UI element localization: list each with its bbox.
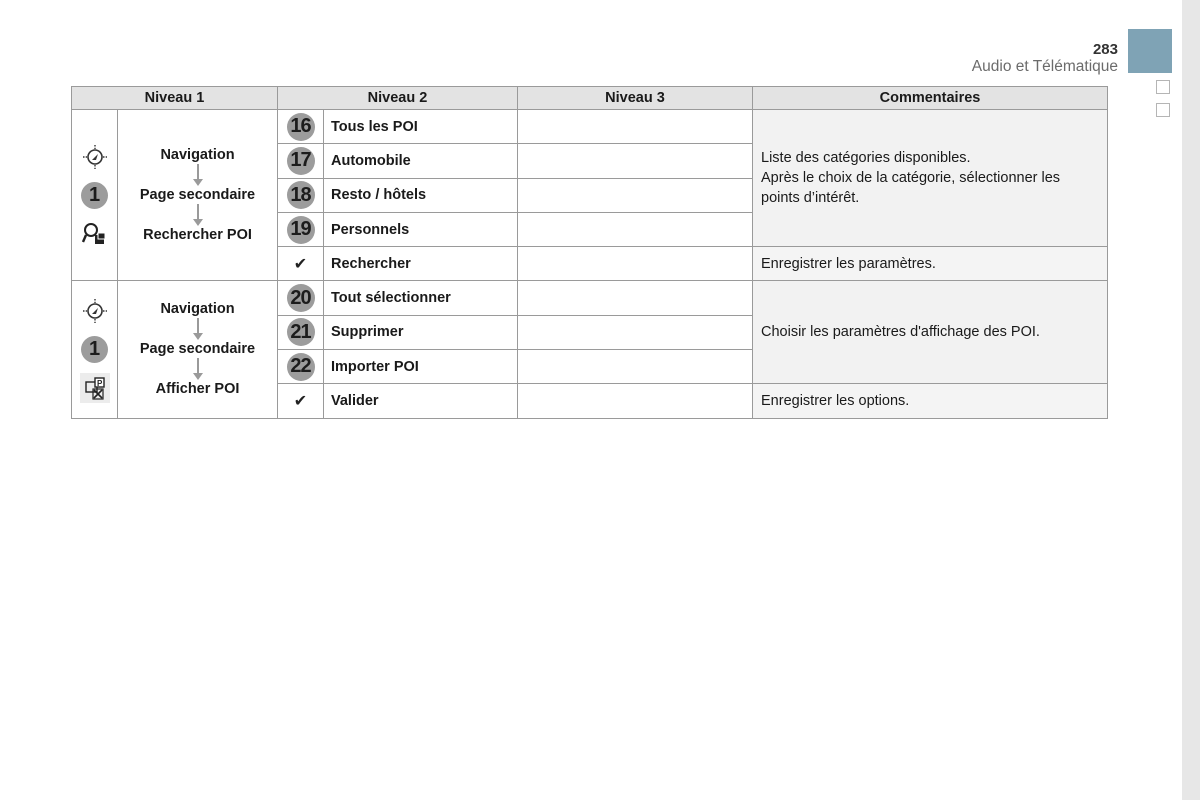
level2-label: Tous les POI xyxy=(324,110,518,144)
comment-text: Choisir les paramètres d'affichage des POI. xyxy=(761,324,1040,341)
arrow-down-icon xyxy=(192,164,204,187)
step-number-badge: 1 xyxy=(81,182,108,209)
table-row xyxy=(72,281,1108,315)
level3-cell xyxy=(518,281,753,315)
item-number-badge: 20 xyxy=(287,284,315,312)
navigation-icon xyxy=(80,296,110,326)
level2-label: Automobile xyxy=(324,144,518,178)
section-title: Audio et Télématique xyxy=(971,58,1118,75)
level2-label: Resto / hôtels xyxy=(324,178,518,212)
column-header: Niveau 2 xyxy=(278,87,518,110)
page-number: 283 xyxy=(1092,41,1118,58)
level3-cell xyxy=(518,247,753,281)
poi-settings-table xyxy=(71,86,1108,419)
level2-label: Valider xyxy=(324,384,518,418)
item-number xyxy=(278,315,324,349)
level1-icons xyxy=(72,110,118,281)
table-row xyxy=(72,110,1108,144)
level3-cell xyxy=(518,350,753,384)
level1-icons xyxy=(72,281,118,418)
level2-label: Personnels xyxy=(324,212,518,246)
item-number xyxy=(278,110,324,144)
column-header: Niveau 1 xyxy=(72,87,278,110)
arrow-down-icon xyxy=(192,318,204,341)
comment-text: Enregistrer les options. xyxy=(761,393,910,410)
level1-path xyxy=(118,281,278,418)
level2-label: Rechercher xyxy=(324,247,518,281)
checkmark-icon: ✔ xyxy=(293,255,308,273)
confirm-cell xyxy=(278,247,324,281)
path-step: Page secondaire xyxy=(139,186,256,203)
navigation-icon xyxy=(80,142,110,172)
item-number-badge: 16 xyxy=(287,113,315,141)
item-number xyxy=(278,178,324,212)
item-number-badge: 18 xyxy=(287,181,315,209)
comment-text: Enregistrer les paramètres. xyxy=(761,255,936,272)
level2-label: Importer POI xyxy=(324,350,518,384)
confirm-cell xyxy=(278,384,324,418)
display-poi-icon xyxy=(80,373,110,403)
comment-cell xyxy=(753,110,1108,247)
item-number xyxy=(278,144,324,178)
chapter-marker-2 xyxy=(1156,103,1170,117)
page-edge-strip xyxy=(1182,0,1200,800)
level2-label: Tout sélectionner xyxy=(324,281,518,315)
comment-cell xyxy=(753,247,1108,281)
path-step: Rechercher POI xyxy=(143,226,252,243)
path-step: Navigation xyxy=(160,301,235,318)
item-number-badge: 21 xyxy=(287,318,315,346)
column-header: Commentaires xyxy=(753,87,1108,110)
comment-text: Liste des catégories disponibles. Après le choix de la catégorie, sélectionner les points d’intérêt. xyxy=(761,150,1061,207)
comment-cell xyxy=(753,384,1108,418)
level3-cell xyxy=(518,315,753,349)
item-number xyxy=(278,350,324,384)
search-poi-icon xyxy=(80,219,110,249)
level3-cell xyxy=(518,212,753,246)
svg-text:P: P xyxy=(96,379,102,389)
level3-cell xyxy=(518,110,753,144)
item-number xyxy=(278,281,324,315)
chapter-tab xyxy=(1128,29,1172,73)
level3-cell xyxy=(518,178,753,212)
table-header-row xyxy=(72,87,1108,110)
level1-path xyxy=(118,110,278,281)
level2-label: Supprimer xyxy=(324,315,518,349)
path-step: Navigation xyxy=(160,146,235,163)
arrow-down-icon xyxy=(192,204,204,227)
item-number-badge: 22 xyxy=(287,353,315,381)
level3-cell xyxy=(518,384,753,418)
level3-cell xyxy=(518,144,753,178)
comment-cell xyxy=(753,281,1108,384)
item-number xyxy=(278,212,324,246)
column-header: Niveau 3 xyxy=(518,87,753,110)
path-step: Page secondaire xyxy=(139,341,256,358)
chapter-marker-1 xyxy=(1156,80,1170,94)
item-number-badge: 19 xyxy=(287,216,315,244)
page-header xyxy=(972,42,1118,76)
path-step: Afficher POI xyxy=(155,381,240,398)
arrow-down-icon xyxy=(192,358,204,381)
step-number-badge: 1 xyxy=(81,336,108,363)
item-number-badge: 17 xyxy=(287,147,315,175)
checkmark-icon: ✔ xyxy=(293,393,308,411)
